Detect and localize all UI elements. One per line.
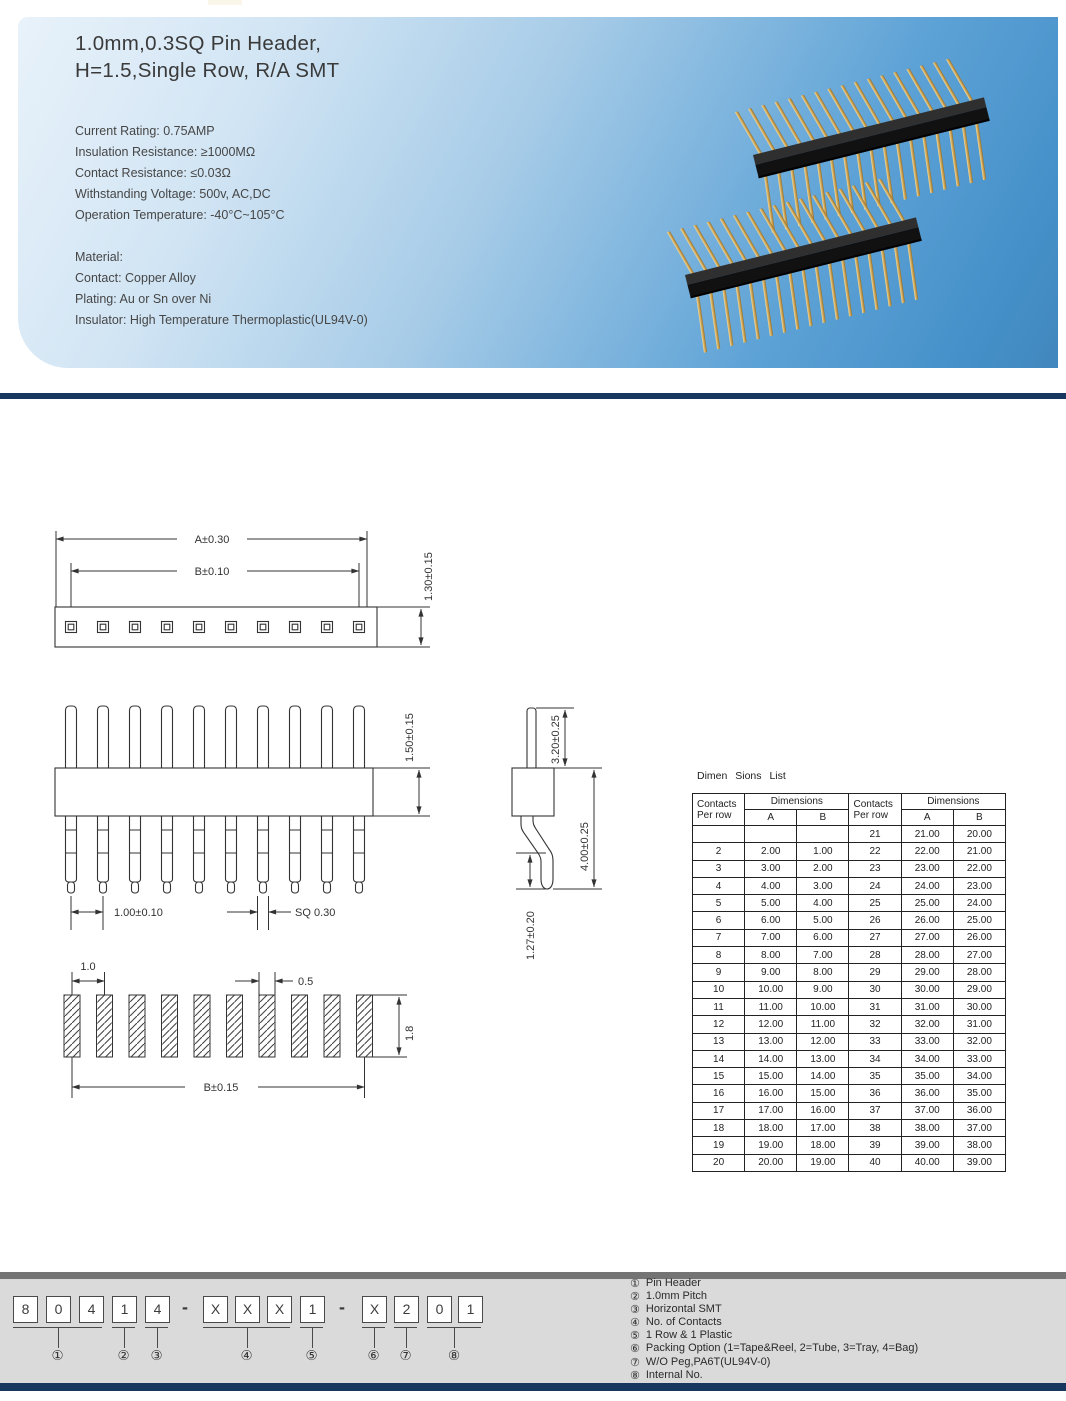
- table-cell: 17: [693, 1102, 745, 1119]
- material-list: [75, 247, 368, 331]
- order-bottom-bar: [0, 1383, 1066, 1391]
- legend-number: ⑦: [630, 1355, 640, 1369]
- material-line: Plating: Au or Sn over Ni: [75, 292, 212, 306]
- dim-table-body: [693, 826, 1006, 1172]
- table-cell: 4.00: [745, 877, 797, 894]
- table-row: [693, 1085, 1006, 1102]
- table-cell: 33.00: [953, 1050, 1005, 1067]
- dim-label-b: B±0.10: [194, 566, 230, 578]
- table-cell: 20.00: [745, 1154, 797, 1171]
- col-header-contacts-line2: Per row: [697, 809, 732, 821]
- col-header-contacts: [849, 794, 901, 826]
- legend-item: [630, 1303, 1060, 1316]
- table-cell: 2: [693, 843, 745, 860]
- table-row: [693, 1120, 1006, 1137]
- table-cell: 24: [849, 877, 901, 894]
- legend-item: [630, 1356, 1060, 1369]
- table-cell: 17.00: [745, 1102, 797, 1119]
- table-cell: 27.00: [901, 929, 953, 946]
- part-code-box: 0: [46, 1296, 71, 1323]
- legend-item: [630, 1369, 1060, 1382]
- legend-number: ④: [630, 1316, 640, 1330]
- part-group-leader: [406, 1328, 407, 1348]
- dim-label-pitch: 1.00±0.10: [114, 907, 163, 919]
- dim-label-a: A±0.30: [194, 534, 230, 546]
- table-cell: 25.00: [901, 895, 953, 912]
- table-cell: 21.00: [901, 826, 953, 843]
- table-cell: 13: [693, 1033, 745, 1050]
- table-cell: 9.00: [797, 981, 849, 998]
- part-code-box: 4: [145, 1296, 170, 1323]
- table-cell: 18.00: [797, 1137, 849, 1154]
- table-row: [693, 860, 1006, 877]
- table-cell: 5: [693, 895, 745, 912]
- part-code-box: 2: [394, 1296, 419, 1323]
- table-row: [693, 981, 1006, 998]
- legend-number: ①: [630, 1277, 640, 1290]
- part-group-leader: [124, 1328, 125, 1348]
- table-cell: 7: [693, 929, 745, 946]
- table-cell: 7.00: [797, 947, 849, 964]
- table-cell: [745, 826, 797, 843]
- legend-item: [630, 1329, 1060, 1342]
- table-cell: 8.00: [745, 947, 797, 964]
- table-row: [693, 1102, 1006, 1119]
- legend-number: ⑥: [630, 1342, 640, 1356]
- part-group-number: ⑧: [447, 1348, 461, 1364]
- table-cell: 11.00: [745, 998, 797, 1015]
- table-cell: 8.00: [797, 964, 849, 981]
- legend-text: Horizontal SMT: [645, 1303, 722, 1316]
- col-header-contacts-line1: Contacts: [697, 798, 737, 810]
- table-row: [693, 964, 1006, 981]
- section-divider: [0, 393, 1066, 399]
- table-cell: 11.00: [797, 1016, 849, 1033]
- table-cell: 3.00: [797, 877, 849, 894]
- table-row: [693, 1033, 1006, 1050]
- table-row: [693, 912, 1006, 929]
- table-cell: 37.00: [953, 1120, 1005, 1137]
- table-cell: 40.00: [901, 1154, 953, 1171]
- dim-label-total: 4.00±0.25: [579, 822, 591, 871]
- table-cell: 39: [849, 1137, 901, 1154]
- table-cell: 2.00: [745, 843, 797, 860]
- table-cell: 15.00: [797, 1085, 849, 1102]
- table-cell: 19.00: [745, 1137, 797, 1154]
- table-cell: 26.00: [953, 929, 1005, 946]
- table-cell: 12.00: [797, 1033, 849, 1050]
- table-cell: 24.00: [953, 895, 1005, 912]
- col-header-b: B: [953, 810, 1005, 826]
- dash-separator: -: [182, 1297, 188, 1317]
- dimensions-table: [692, 793, 1006, 1172]
- table-cell: 27.00: [953, 947, 1005, 964]
- table-cell: 13.00: [745, 1033, 797, 1050]
- table-cell: 5.00: [745, 895, 797, 912]
- table-row: [693, 843, 1006, 860]
- table-cell: 21: [849, 826, 901, 843]
- dim-label-tail: 1.27±0.20: [525, 911, 537, 960]
- table-cell: 25.00: [953, 912, 1005, 929]
- part-group-number: ③: [150, 1348, 163, 1364]
- dim-label-pad-width: 0.5: [298, 976, 314, 988]
- legend-text: Packing Option (1=Tape&Reel, 2=Tube, 3=Tray, 4=Bag): [645, 1342, 919, 1355]
- table-cell: 6.00: [797, 929, 849, 946]
- table-cell: 29: [849, 964, 901, 981]
- part-code-box: 4: [79, 1296, 104, 1323]
- table-cell: 23.00: [953, 877, 1005, 894]
- table-cell: 38.00: [901, 1120, 953, 1137]
- table-cell: 30.00: [901, 981, 953, 998]
- table-cell: 3: [693, 860, 745, 877]
- part-group-leader: [312, 1328, 313, 1348]
- col-header-contacts: [693, 794, 745, 826]
- table-cell: [693, 826, 745, 843]
- table-cell: 30: [849, 981, 901, 998]
- table-cell: 22.00: [953, 860, 1005, 877]
- table-cell: 15.00: [745, 1068, 797, 1085]
- table-cell: 33.00: [901, 1033, 953, 1050]
- table-cell: 18: [693, 1120, 745, 1137]
- legend-number: ②: [630, 1290, 640, 1304]
- dim-label-span: B±0.15: [203, 1082, 239, 1094]
- table-cell: 39.00: [953, 1154, 1005, 1171]
- table-cell: 7.00: [745, 929, 797, 946]
- table-cell: 22.00: [901, 843, 953, 860]
- product-photo: [535, 35, 1066, 383]
- part-code-box: 1: [300, 1296, 325, 1323]
- legend-number: ⑧: [630, 1368, 640, 1382]
- table-cell: 37: [849, 1102, 901, 1119]
- page-top-artifact: [208, 0, 242, 5]
- table-cell: 24.00: [901, 877, 953, 894]
- table-cell: 23: [849, 860, 901, 877]
- part-code-box: 1: [458, 1296, 483, 1323]
- part-group-leader: [247, 1328, 248, 1348]
- table-cell: 33: [849, 1033, 901, 1050]
- dimensions-table-title: Dimen Sions List: [697, 770, 786, 782]
- dim-label-sq: SQ 0.30: [295, 907, 336, 919]
- drawing-front-view: [55, 706, 430, 930]
- table-cell: 39.00: [901, 1137, 953, 1154]
- legend-item: [630, 1342, 1060, 1355]
- table-cell: 10: [693, 981, 745, 998]
- table-cell: 38.00: [953, 1137, 1005, 1154]
- title-line-2: H=1.5,Single Row, R/A SMT: [75, 59, 340, 82]
- table-cell: 9: [693, 964, 745, 981]
- drawing-side-view: [512, 708, 602, 960]
- table-cell: 28.00: [953, 964, 1005, 981]
- table-cell: 28: [849, 947, 901, 964]
- col-header-b: B: [797, 810, 849, 826]
- table-cell: [797, 826, 849, 843]
- table-cell: 36.00: [953, 1102, 1005, 1119]
- part-code-box: X: [267, 1296, 292, 1323]
- table-cell: 10.00: [797, 998, 849, 1015]
- table-cell: 8: [693, 947, 745, 964]
- part-group-number: ①: [51, 1348, 64, 1364]
- table-cell: 35.00: [953, 1085, 1005, 1102]
- part-code-box: 1: [112, 1296, 137, 1323]
- table-cell: 16.00: [745, 1085, 797, 1102]
- table-cell: 9.00: [745, 964, 797, 981]
- spec-line: Insulation Resistance: ≥1000MΩ: [75, 145, 256, 159]
- legend-text: W/O Peg,PA6T(UL94V-0): [645, 1355, 771, 1368]
- ordering-section: [0, 1272, 1066, 1391]
- legend-text: No. of Contacts: [645, 1316, 722, 1329]
- legend-text: Pin Header: [645, 1277, 701, 1289]
- table-cell: 27: [849, 929, 901, 946]
- legend-number: ⑤: [630, 1329, 640, 1343]
- material-line: Contact: Copper Alloy: [75, 271, 196, 285]
- col-header-a: A: [745, 810, 797, 826]
- technical-drawings: [20, 500, 680, 1200]
- col-header-contacts-line2: Per row: [853, 809, 888, 821]
- dash-separator: -: [339, 1297, 345, 1317]
- table-cell: 31: [849, 998, 901, 1015]
- table-cell: 35: [849, 1068, 901, 1085]
- table-cell: 19.00: [797, 1154, 849, 1171]
- table-row: [693, 929, 1006, 946]
- table-cell: 30.00: [953, 998, 1005, 1015]
- table-row: [693, 947, 1006, 964]
- legend-number: ③: [630, 1303, 640, 1317]
- table-cell: 12.00: [745, 1016, 797, 1033]
- hero-panel: [18, 17, 1058, 368]
- table-cell: 15: [693, 1068, 745, 1085]
- table-cell: 21.00: [953, 843, 1005, 860]
- page-title: [75, 30, 339, 84]
- drawing-footprint: [64, 961, 416, 1098]
- part-group-number: ②: [117, 1348, 130, 1364]
- table-cell: 11: [693, 998, 745, 1015]
- legend-item: [630, 1277, 1060, 1290]
- material-line: Insulator: High Temperature Thermoplastic(UL94V-0): [75, 313, 368, 327]
- spec-line: Current Rating: 0.75AMP: [75, 124, 215, 138]
- table-row: [693, 895, 1006, 912]
- dim-label-body-height: 1.50±0.15: [404, 713, 416, 762]
- legend-item: [630, 1290, 1060, 1303]
- table-cell: 35.00: [901, 1068, 953, 1085]
- table-cell: 38: [849, 1120, 901, 1137]
- spec-line: Contact Resistance: ≤0.03Ω: [75, 166, 231, 180]
- table-cell: 40: [849, 1154, 901, 1171]
- table-cell: 6: [693, 912, 745, 929]
- spec-line: Operation Temperature: -40°C~105°C: [75, 208, 285, 222]
- table-row: [693, 1016, 1006, 1033]
- part-group-number: ⑤: [305, 1348, 318, 1364]
- part-code-box: X: [362, 1296, 387, 1323]
- table-cell: 18.00: [745, 1120, 797, 1137]
- table-cell: 37.00: [901, 1102, 953, 1119]
- table-cell: 14.00: [745, 1050, 797, 1067]
- table-row: [693, 998, 1006, 1015]
- table-cell: 25: [849, 895, 901, 912]
- part-group-number: ④: [240, 1348, 253, 1364]
- table-cell: 26: [849, 912, 901, 929]
- table-cell: 32.00: [953, 1033, 1005, 1050]
- part-group-number: ⑦: [399, 1348, 412, 1364]
- dim-label-pad-height: 1.8: [404, 1025, 416, 1041]
- table-cell: 36: [849, 1085, 901, 1102]
- col-header-dimensions: Dimensions: [745, 794, 849, 810]
- part-code-box: 8: [13, 1296, 38, 1323]
- legend-text: 1.0mm Pitch: [645, 1290, 708, 1303]
- table-cell: 20: [693, 1154, 745, 1171]
- table-cell: 36.00: [901, 1085, 953, 1102]
- table-cell: 34.00: [953, 1068, 1005, 1085]
- part-group-leader: [454, 1328, 455, 1348]
- table-cell: 3.00: [745, 860, 797, 877]
- part-code-box: X: [203, 1296, 228, 1323]
- table-cell: 32: [849, 1016, 901, 1033]
- pin-header-photo-2: [667, 173, 935, 355]
- col-header-dimensions: Dimensions: [901, 794, 1005, 810]
- table-cell: 26.00: [901, 912, 953, 929]
- table-cell: 19: [693, 1137, 745, 1154]
- table-cell: 4: [693, 877, 745, 894]
- drawing-top-view: [55, 531, 435, 647]
- table-cell: 4.00: [797, 895, 849, 912]
- part-code-box: X: [235, 1296, 260, 1323]
- col-header-contacts-line1: Contacts: [853, 798, 893, 810]
- table-cell: 31.00: [901, 998, 953, 1015]
- table-cell: 34: [849, 1050, 901, 1067]
- dim-label-height: 1.30±0.15: [423, 552, 435, 601]
- legend-item: [630, 1316, 1060, 1329]
- part-group-leader: [58, 1328, 59, 1348]
- table-cell: 29.00: [901, 964, 953, 981]
- table-cell: 2.00: [797, 860, 849, 877]
- table-cell: 17.00: [797, 1120, 849, 1137]
- table-cell: 14.00: [797, 1068, 849, 1085]
- dim-label-fp-pitch: 1.0: [80, 961, 96, 973]
- table-cell: 28.00: [901, 947, 953, 964]
- legend-list: [630, 1277, 1060, 1382]
- table-cell: 29.00: [953, 981, 1005, 998]
- part-group-number: ⑥: [367, 1348, 380, 1364]
- table-cell: 13.00: [797, 1050, 849, 1067]
- material-line: Material:: [75, 250, 123, 264]
- table-cell: 5.00: [797, 912, 849, 929]
- table-cell: 16: [693, 1085, 745, 1102]
- table-cell: 34.00: [901, 1050, 953, 1067]
- col-header-a: A: [901, 810, 953, 826]
- table-row: [693, 877, 1006, 894]
- part-group-leader: [157, 1328, 158, 1348]
- table-cell: 10.00: [745, 981, 797, 998]
- table-cell: 14: [693, 1050, 745, 1067]
- table-cell: 22: [849, 843, 901, 860]
- table-cell: 23.00: [901, 860, 953, 877]
- legend-text: Internal No.: [645, 1368, 703, 1381]
- table-cell: 32.00: [901, 1016, 953, 1033]
- table-cell: 12: [693, 1016, 745, 1033]
- table-cell: 31.00: [953, 1016, 1005, 1033]
- table-cell: 1.00: [797, 843, 849, 860]
- legend-text: 1 Row & 1 Plastic: [645, 1329, 733, 1342]
- table-row: [693, 1068, 1006, 1085]
- part-group-leader: [374, 1328, 375, 1348]
- spec-list: [75, 121, 285, 226]
- table-row: [693, 1137, 1006, 1154]
- dim-label-pin: 3.20±0.25: [550, 715, 562, 764]
- table-cell: 20.00: [953, 826, 1005, 843]
- table-row: [693, 1154, 1006, 1171]
- title-line-1: 1.0mm,0.3SQ Pin Header,: [75, 32, 322, 55]
- spec-line: Withstanding Voltage: 500v, AC,DC: [75, 187, 271, 201]
- table-row: [693, 826, 1006, 843]
- table-cell: 6.00: [745, 912, 797, 929]
- table-cell: 16.00: [797, 1102, 849, 1119]
- part-code-box: 0: [427, 1296, 452, 1323]
- table-row: [693, 1050, 1006, 1067]
